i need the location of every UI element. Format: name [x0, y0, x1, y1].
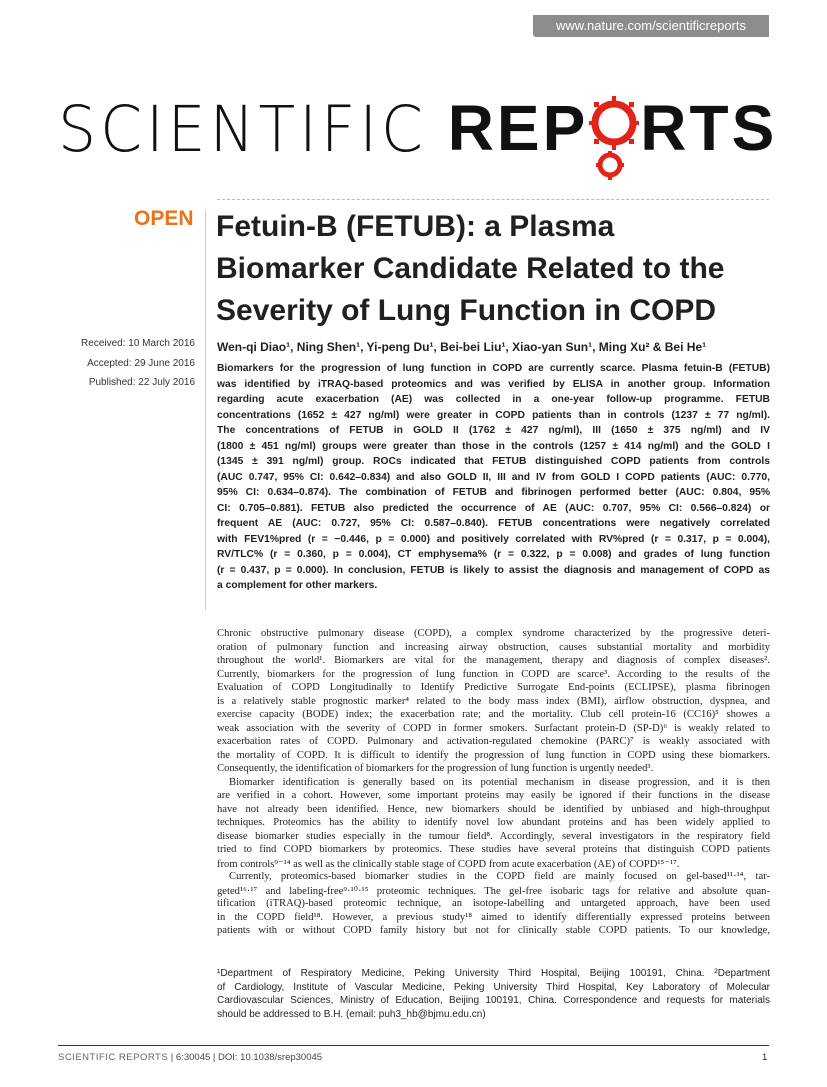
divider [217, 199, 769, 200]
text-line: regarding acute exacerbation (AE) was collected in a one-year follow-up programme. FETUB [217, 394, 770, 405]
text-line: throughout the world¹. Biomarkers are vital for the management, therapy and diagnosis of complex diseases². [217, 655, 770, 666]
open-access-label: OPEN [134, 207, 194, 230]
page-number: 1 [762, 1052, 768, 1063]
text-line: (1800 ± 451 ng/ml) groups were greater than those in the controls (1257 ± 414 ng/ml) and the GOLD I [217, 440, 770, 452]
text-line: 95% CI: 0.634–0.874). The combination of FETUB and fibrinogen performed better (AUC: 0.804, 95% [217, 487, 770, 498]
text-line: should be addressed to B.H. (email: puh3_hb@bjmu.edu.cn) [217, 1008, 486, 1020]
text-line: CI: 0.705–0.881). FETUB also predicted the occurrence of AE (AUC: 0.707, 95% CI: 0.566–0.824) or [217, 502, 770, 514]
text-line: in the COPD field¹⁸. However, a previous study¹⁸ aimed to identify differentially expressed proteins between [217, 911, 770, 923]
text-line: Chronic obstructive pulmonary disease (COPD), a complex syndrome characterized by the progressive deteri- [217, 628, 770, 639]
text-line: (r = 0.437, p = 0.000). In conclusion, FETUB is likely to assist the diagnosis and management of COPD as [217, 564, 770, 576]
logo-rts: RTS [640, 92, 778, 164]
text-line: frequent AE (AUC: 0.727, 95% CI: 0.587–0.840). FETUB concentrations were negatively correlated [217, 518, 770, 529]
logo-rep: REP [447, 92, 589, 164]
logo-scientific: SCIENTIFIC [58, 93, 427, 167]
text-line: have not already been identified. Hence, new biomarkers should be identified by unbiased and high-throughput [217, 803, 770, 815]
text-line: is a relatively stable prognostic marker⁴ related to the body mass index (BMI), airflow obstruction, dyspnea, and [217, 695, 770, 707]
logo-reports [448, 92, 778, 164]
footer-doi: | 6:30045 | DOI: 10.1038/srep30045 [168, 1052, 323, 1063]
text-line: Currently, proteomics-based biomarker studies in the COPD field are mainly focused on gel-based¹¹·¹⁴, tar- [229, 871, 770, 882]
journal-logo [58, 88, 777, 186]
text-line: Currently, biomarkers for the progression of lung function in COPD are scarce³. According to the results of the [217, 668, 770, 680]
text-line: are verified in a cohort. However, some important proteins may easily be ignored if their functions in the disease [217, 790, 770, 801]
text-line: with FEV1%pred (r = −0.446, p = 0.000) and positively correlated with RV%pred (r = 0.317, p = 0.004), [217, 533, 770, 545]
text-line: Cardiovascular Sciences, Ministry of Education, Beijing 100191, China. Correspondence and requests for materials [217, 995, 770, 1006]
text-line: ¹Department of Respiratory Medicine, Peking University Third Hospital, Beijing 100191, China. ²Department [217, 968, 770, 979]
column-divider [205, 210, 206, 610]
text-line: disease biomarker studies especially in the tumour field⁸. Accordingly, several investigators in the respiratory field [217, 830, 770, 842]
text-line: a complement for other markers. [217, 580, 378, 591]
text-line: concentrations (1652 ± 427 ng/ml) were greater in COPD patients than in controls (1237 ± 77 ng/ml). [217, 409, 770, 421]
text-line: from controls⁹⁻¹⁴ as well as the clinically stable stage of COPD from acute exacerbation (AE) of COPD¹⁵⁻¹⁷. [217, 858, 680, 870]
text-line: exercise capacity (BODE) index; the exacerbation rate; and the mortality. Club cell protein-16 (CC16)⁵ showes a [217, 709, 770, 720]
footer-divider [58, 1045, 769, 1046]
text-line: of Cardiology, Institute of Vascular Medicine, Peking University Third Hospital, Key Laboratory of Molecular [217, 981, 770, 993]
text-line: (1345 ± 391 ng/ml) group. ROCs indicated that FETUB distinguished COPD patients from controls [217, 456, 770, 467]
text-line: Biomarker identification is generally based on its potential mechanism in disease progression, and it is then [229, 776, 770, 788]
text-line: the mortality of COPD. It is difficult to identify the progression of lung function in COPD using these biomarkers. [217, 749, 770, 761]
text-line: Consequently, the identification of biomarkers for the progression of lung function is urgently needed³. [217, 763, 654, 774]
text-line: techniques. Proteomics has the ability to identify novel low abundant proteins and has been widely applied to [217, 817, 770, 828]
text-line: weak association with the severity of COPD in former smokers. Surfactant protein-D (SP-D)⁶ is weakly related to [217, 722, 770, 734]
title-line: Biomarker Candidate Related to the [216, 252, 725, 285]
text-line: oration of pulmonary function and increasing airway obstruction, causes substantial mortality and morbidity [217, 641, 770, 653]
received-date: Received: 10 March 2016 [81, 338, 195, 349]
accepted-date: Accepted: 29 June 2016 [87, 358, 195, 369]
journal-url-link[interactable]: www.nature.com/scientificreports [533, 15, 769, 37]
text-line: was identified by iTRAQ-based proteomics and was verified by ELISA in another group. Information [217, 378, 770, 390]
author-list: Wen-qi Diao¹, Ning Shen¹, Yi-peng Du¹, Bei-bei Liu¹, Xiao-yan Sun¹, Ming Xu² & Bei He¹ [217, 340, 707, 354]
title-line: Severity of Lung Function in COPD [216, 294, 717, 327]
text-line: exacerbation rates of COPD. Pulmonary and activation-regulated chemokine (PARC)⁷ is weakly associated with [217, 736, 770, 747]
footer-journal: SCIENTIFIC REPORTS [58, 1052, 169, 1063]
article-title [216, 206, 786, 332]
footer-citation [58, 1052, 322, 1063]
text-line: geted¹⁶·¹⁷ and labeling-free⁹·¹⁰·¹⁵ proteomic techniques. The gel-free isobaric tags for relative and absolute quan- [217, 885, 770, 897]
published-date: Published: 22 July 2016 [88, 377, 195, 388]
text-line: (AUC 0.747, 95% CI: 0.642–0.834) and also GOLD II, III and IV from GOLD I COPD patients (AUC: 0.770, [217, 471, 770, 483]
text-line: Biomarkers for the progression of lung function in COPD are currently scarce. Plasma fetuin-B (FETUB) [217, 363, 770, 374]
gear-logo-icon [589, 91, 639, 186]
text-line: tried to find COPD biomarkers by proteomics. These studies have several proteins that distinguish COPD patients [217, 844, 770, 855]
text-line: tification (iTRAQ)-based proteomic technique, an isotope-labelling and untargeted approach, have been used [217, 898, 770, 909]
text-line: The concentrations of FETUB in GOLD II (1762 ± 427 ng/ml), III (1650 ± 375 ng/ml) and IV [217, 425, 770, 436]
text-line: patients with or without COPD family history but not for clinically stable COPD patients. To our knowledge, [217, 925, 770, 936]
text-line: RV/TLC% (r = 0.360, p = 0.004), CT emphysema% (r = 0.322, p = 0.008) and grades of lung function [217, 549, 770, 560]
text-line: Evaluation of COPD Longitudinally to Identify Predictive Surrogate End-points (ECLIPSE), plasma fibrinogen [217, 682, 770, 693]
title-line: Fetuin-B (FETUB): a Plasma [216, 210, 615, 243]
